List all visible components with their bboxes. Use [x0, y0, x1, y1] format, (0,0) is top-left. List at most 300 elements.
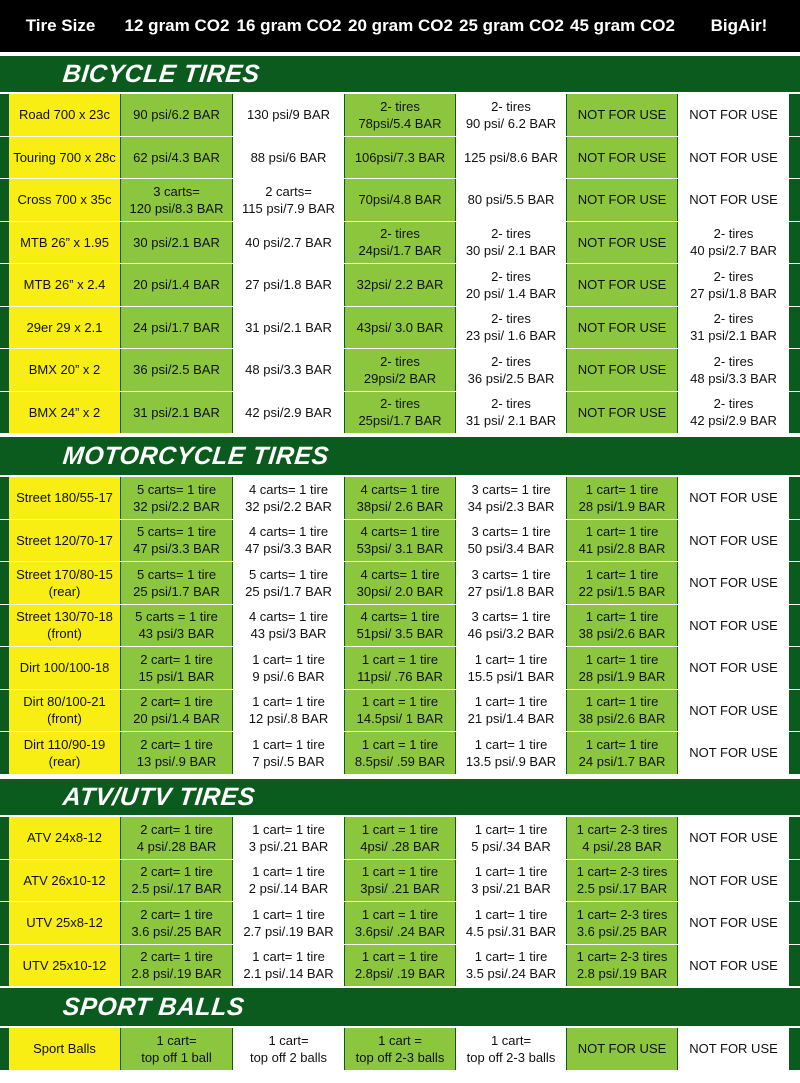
cell-text-line: 43 psi/3 BAR: [138, 626, 215, 642]
cell-text-line: 1 cart= 2-3 tires: [576, 906, 668, 922]
table-row: [0, 1028, 800, 1070]
cell-text-line: 8.5psi/ .59 BAR: [354, 753, 446, 769]
cell-text-line: 2- tires: [491, 311, 531, 327]
cell-text-line: 2 carts=: [265, 183, 312, 199]
cell-text-line: 3.6psi/ .24 BAR: [354, 923, 446, 939]
pressure-cell: [456, 690, 566, 732]
cell-text-line: 53psi/ 3.1 BAR: [356, 541, 444, 557]
section-title: SPORT BALLS: [61, 992, 246, 1021]
table-row: [0, 264, 800, 306]
pressure-cell: [345, 94, 455, 136]
cell-text-line: NOT FOR USE: [577, 107, 667, 123]
cell-text-line: 12 psi/.8 BAR: [248, 711, 329, 727]
pressure-cell: [456, 860, 566, 902]
cell-text-line: 115 psi/7.9 BAR: [242, 200, 335, 216]
tire-size-cell: [9, 137, 120, 179]
header-12-gram: 12 gram CO2: [124, 16, 230, 35]
pressure-cell: [233, 605, 344, 647]
cell-text-line: 2 cart= 1 tire: [140, 949, 213, 965]
pressure-cell: [121, 690, 232, 732]
pressure-cell: [121, 860, 232, 902]
pressure-cell: [567, 137, 677, 179]
pressure-cell: [678, 945, 789, 987]
pressure-cell: [567, 477, 677, 519]
pressure-cell: [345, 1028, 455, 1070]
pressure-cell: [678, 817, 789, 859]
cell-text-line: 22 psi/1.5 BAR: [578, 583, 666, 599]
cell-text-line: NOT FOR USE: [689, 617, 778, 633]
cell-text-line: 4psi/ .28 BAR: [360, 838, 440, 854]
table-row: [0, 605, 800, 647]
pressure-cell: [678, 860, 789, 902]
pressure-cell: [456, 945, 566, 987]
cell-text-line: 2- tires: [713, 311, 754, 327]
table-row: [0, 817, 800, 859]
cell-text-line: 36 psi/2.5 BAR: [133, 362, 220, 378]
cell-text-line: 3 carts= 1 tire: [471, 524, 551, 540]
table-row: [0, 902, 800, 944]
cell-text-line: NOT FOR USE: [689, 957, 778, 973]
pressure-cell: [456, 307, 566, 349]
cell-text-line: 40 psi/2.7 BAR: [690, 243, 777, 259]
pressure-cell: [567, 860, 677, 902]
cell-text-line: 1 cart= 1 tire: [585, 651, 659, 667]
cell-text-line: 4.5 psi/.31 BAR: [465, 923, 557, 939]
pressure-cell: [121, 349, 232, 391]
cell-text-line: NOT FOR USE: [689, 149, 778, 165]
cell-text-line: 2.8 psi/.19 BAR: [576, 966, 668, 982]
pressure-cell: [233, 94, 344, 136]
table-row: [0, 349, 800, 391]
section-title: BICYCLE TIRES: [61, 59, 262, 88]
cell-text-line: 2.7 psi/.19 BAR: [243, 923, 334, 939]
pressure-cell: [567, 1028, 677, 1070]
cell-text-line: Street 130/70-18: [16, 609, 113, 625]
pressure-cell: [678, 732, 789, 774]
cell-text-line: 7 psi/.5 BAR: [252, 753, 325, 769]
cell-text-line: 50 psi/3.4 BAR: [467, 541, 555, 557]
cell-text-line: 36 psi/2.5 BAR: [467, 370, 555, 386]
cell-text-line: Cross 700 x 35c: [17, 192, 112, 208]
cell-text-line: 80 psi/5.5 BAR: [467, 192, 555, 208]
cell-text-line: NOT FOR USE: [689, 107, 778, 123]
cell-text-line: 25 psi/1.7 BAR: [245, 583, 332, 599]
pressure-cell: [678, 179, 789, 221]
pressure-cell: [345, 690, 455, 732]
pressure-cell: [567, 349, 677, 391]
cell-text-line: 1 cart= 1 tire: [474, 651, 548, 667]
cell-text-line: 1 cart= 1 tire: [474, 694, 548, 710]
cell-text-line: 1 cart= 1 tire: [252, 821, 325, 837]
cell-text-line: 1 cart= 1 tire: [252, 906, 325, 922]
tire-size-cell: [9, 477, 120, 519]
section-title: ATV/UTV TIRES: [61, 782, 257, 811]
pressure-cell: [678, 477, 789, 519]
pressure-cell: [345, 264, 455, 306]
cell-text-line: 31 psi/2.1 BAR: [245, 319, 332, 335]
cell-text-line: 4 carts= 1 tire: [248, 481, 329, 497]
cell-text-line: 1 cart= 1 tire: [474, 906, 548, 922]
cell-text-line: 3 carts=: [153, 183, 200, 199]
pressure-cell: [567, 732, 677, 774]
pressure-cell: [345, 520, 455, 562]
pressure-cell: [121, 647, 232, 689]
cell-text-line: NOT FOR USE: [577, 149, 667, 165]
cell-text-line: 29er 29 x 2.1: [26, 319, 103, 335]
tire-size-cell: [9, 605, 120, 647]
pressure-cell: [121, 732, 232, 774]
cell-text-line: NOT FOR USE: [689, 490, 778, 506]
cell-text-line: NOT FOR USE: [689, 192, 778, 208]
table-row: [0, 732, 800, 774]
cell-text-line: 4 carts= 1 tire: [360, 609, 440, 625]
pressure-cell: [678, 520, 789, 562]
cell-text-line: NOT FOR USE: [689, 915, 778, 931]
pressure-cell: [233, 647, 344, 689]
cell-text-line: 30psi/ 2.0 BAR: [356, 583, 444, 599]
cell-text-line: Dirt 110/90-19: [23, 736, 106, 752]
pressure-cell: [233, 307, 344, 349]
pressure-cell: [345, 605, 455, 647]
cell-text-line: 4 carts= 1 tire: [248, 609, 329, 625]
pressure-cell: [345, 647, 455, 689]
pressure-cell: [233, 392, 344, 434]
table-row: [0, 222, 800, 264]
pressure-cell: [456, 817, 566, 859]
cell-text-line: 2- tires: [491, 98, 531, 114]
cell-text-line: 1 cart= 1 tire: [252, 736, 325, 752]
cell-text-line: 5 carts = 1 tire: [135, 609, 218, 625]
pressure-cell: [678, 307, 789, 349]
cell-text-line: 4 psi/.28 BAR: [136, 838, 217, 854]
pressure-cell: [567, 307, 677, 349]
pressure-cell: [233, 349, 344, 391]
pressure-cell: [567, 520, 677, 562]
cell-text-line: (front): [47, 626, 82, 642]
cell-text-line: 38 psi/2.6 BAR: [578, 711, 666, 727]
tire-size-cell: [9, 902, 120, 944]
cell-text-line: 1 cart = 1 tire: [361, 949, 439, 965]
cell-text-line: 2.8 psi/.19 BAR: [131, 966, 222, 982]
pressure-cell: [121, 1028, 232, 1070]
tire-size-cell: [9, 1028, 120, 1070]
pressure-cell: [345, 817, 455, 859]
pressure-cell: [456, 647, 566, 689]
table-row: [0, 860, 800, 902]
cell-text-line: 43psi/ 3.0 BAR: [356, 319, 444, 335]
cell-text-line: 2- tires: [491, 396, 531, 412]
cell-text-line: 3.6 psi/.25 BAR: [131, 923, 222, 939]
cell-text-line: NOT FOR USE: [689, 660, 778, 676]
cell-text-line: 13 psi/.9 BAR: [136, 753, 217, 769]
cell-text-line: 2- tires: [713, 353, 754, 369]
cell-text-line: NOT FOR USE: [689, 702, 778, 718]
pressure-cell: [456, 349, 566, 391]
cell-text-line: top off 2 balls: [249, 1049, 328, 1065]
cell-text-line: 5 carts= 1 tire: [136, 524, 217, 540]
cell-text-line: 106psi/7.3 BAR: [354, 149, 446, 165]
cell-text-line: 1 cart= 1 tire: [585, 481, 659, 497]
pressure-cell: [233, 179, 344, 221]
pressure-cell: [345, 732, 455, 774]
cell-text-line: 32 psi/2.2 BAR: [245, 498, 332, 514]
pressure-cell: [345, 137, 455, 179]
cell-text-line: 24 psi/1.7 BAR: [578, 753, 666, 769]
cell-text-line: NOT FOR USE: [577, 1041, 667, 1057]
pressure-cell: [567, 179, 677, 221]
cell-text-line: 3.6 psi/.25 BAR: [576, 923, 668, 939]
pressure-cell: [456, 520, 566, 562]
cell-text-line: 88 psi/6 BAR: [250, 149, 327, 165]
pressure-cell: [567, 690, 677, 732]
pressure-cell: [233, 732, 344, 774]
cell-text-line: NOT FOR USE: [689, 745, 778, 761]
pressure-cell: [345, 902, 455, 944]
tire-size-cell: [9, 647, 120, 689]
pressure-cell: [567, 562, 677, 604]
cell-text-line: Sport Balls: [33, 1041, 96, 1057]
cell-text-line: 27 psi/1.8 BAR: [245, 277, 332, 293]
pressure-cell: [567, 817, 677, 859]
cell-text-line: 4 carts= 1 tire: [360, 524, 440, 540]
pressure-cell: [567, 264, 677, 306]
pressure-cell: [456, 264, 566, 306]
cell-text-line: 40 psi/2.7 BAR: [245, 234, 332, 250]
cell-text-line: NOT FOR USE: [689, 872, 778, 888]
cell-text-line: 125 psi/8.6 BAR: [464, 149, 558, 165]
cell-text-line: 15 psi/1 BAR: [138, 668, 215, 684]
pressure-cell: [678, 1028, 789, 1070]
pressure-cell: [678, 647, 789, 689]
tire-size-cell: [9, 945, 120, 987]
cell-text-line: 47 psi/3.3 BAR: [133, 541, 220, 557]
cell-text-line: BMX 24” x 2: [28, 404, 101, 420]
cell-text-line: 1 cart= 1 tire: [474, 736, 548, 752]
cell-text-line: 1 cart = 1 tire: [361, 906, 439, 922]
cell-text-line: (rear): [48, 753, 81, 769]
pressure-cell: [678, 902, 789, 944]
pressure-cell: [233, 817, 344, 859]
pressure-cell: [121, 945, 232, 987]
table-row: [0, 562, 800, 604]
tire-size-cell: [9, 264, 120, 306]
tire-size-cell: [9, 732, 120, 774]
cell-text-line: 70psi/4.8 BAR: [358, 192, 442, 208]
cell-text-line: 3.5 psi/.24 BAR: [465, 966, 557, 982]
header-tire-size: Tire Size: [25, 16, 96, 35]
table-row: [0, 690, 800, 732]
cell-text-line: 46 psi/3.2 BAR: [467, 626, 555, 642]
pressure-cell: [456, 137, 566, 179]
cell-text-line: 4 carts= 1 tire: [360, 566, 440, 582]
cell-text-line: NOT FOR USE: [689, 1041, 778, 1057]
cell-text-line: 15.5 psi/1 BAR: [467, 668, 555, 684]
cell-text-line: Street 170/80-15: [16, 566, 113, 582]
pressure-cell: [233, 562, 344, 604]
cell-text-line: 43 psi/3 BAR: [250, 626, 327, 642]
cell-text-line: NOT FOR USE: [577, 362, 667, 378]
cell-text-line: UTV 25x10-12: [22, 957, 107, 973]
cell-text-line: Dirt 100/100-18: [19, 660, 110, 676]
tire-size-cell: [9, 94, 120, 136]
cell-text-line: 62 psi/4.3 BAR: [133, 149, 220, 165]
pressure-cell: [345, 562, 455, 604]
cell-text-line: 24psi/1.7 BAR: [358, 243, 442, 259]
pressure-cell: [678, 392, 789, 434]
cell-text-line: 25psi/1.7 BAR: [358, 413, 442, 429]
cell-text-line: NOT FOR USE: [577, 234, 667, 250]
pressure-cell: [456, 179, 566, 221]
cell-text-line: 1 cart= 2-3 tires: [576, 864, 668, 880]
cell-text-line: 41 psi/2.8 BAR: [578, 541, 666, 557]
cell-text-line: 32 psi/2.2 BAR: [133, 498, 220, 514]
pressure-cell: [678, 690, 789, 732]
cell-text-line: 24 psi/1.7 BAR: [133, 319, 220, 335]
cell-text-line: 27 psi/1.8 BAR: [467, 583, 555, 599]
cell-text-line: 1 cart = 1 tire: [361, 821, 439, 837]
pressure-cell: [121, 605, 232, 647]
cell-text-line: Road 700 x 23c: [18, 107, 111, 123]
cell-text-line: 1 cart = 1 tire: [361, 864, 439, 880]
header-20-gram: 20 gram CO2: [348, 16, 453, 35]
header-25-gram: 25 gram CO2: [459, 16, 564, 35]
cell-text-line: 1 cart= 1 tire: [252, 694, 325, 710]
cell-text-line: 1 cart= 2-3 tires: [576, 949, 668, 965]
cell-text-line: UTV 25x8-12: [26, 915, 103, 931]
section-sport-balls: [0, 988, 800, 1026]
table-row: [0, 647, 800, 689]
pressure-cell: [121, 264, 232, 306]
table-row: [0, 137, 800, 179]
cell-text-line: 3 carts= 1 tire: [471, 481, 551, 497]
cell-text-line: 2- tires: [491, 353, 531, 369]
pressure-cell: [345, 222, 455, 264]
pressure-cell: [233, 222, 344, 264]
pressure-cell: [456, 477, 566, 519]
cell-text-line: 1 cart= 1 tire: [474, 821, 548, 837]
table-row: [0, 307, 800, 349]
cell-text-line: 2- tires: [380, 353, 420, 369]
pressure-cell: [233, 1028, 344, 1070]
tire-size-cell: [9, 562, 120, 604]
pressure-cell: [233, 477, 344, 519]
cell-text-line: 31 psi/2.1 BAR: [133, 404, 220, 420]
cell-text-line: 130 psi/9 BAR: [246, 107, 331, 123]
pressure-cell: [233, 264, 344, 306]
cell-text-line: 27 psi/1.8 BAR: [690, 285, 777, 301]
cell-text-line: NOT FOR USE: [577, 277, 667, 293]
pressure-cell: [345, 392, 455, 434]
cell-text-line: 31 psi/2.1 BAR: [690, 328, 777, 344]
tire-size-cell: [9, 349, 120, 391]
cell-text-line: 30 psi/2.1 BAR: [133, 234, 220, 250]
cell-text-line: 20 psi/1.4 BAR: [133, 711, 220, 727]
pressure-cell: [456, 732, 566, 774]
column-header-row: [0, 0, 800, 52]
pressure-cell: [233, 945, 344, 987]
tire-size-cell: [9, 690, 120, 732]
cell-text-line: 1 cart= 1 tire: [474, 949, 548, 965]
cell-text-line: 1 cart= 1 tire: [585, 524, 659, 540]
pressure-cell: [233, 137, 344, 179]
cell-text-line: 9 psi/.6 BAR: [252, 668, 325, 684]
cell-text-line: 2.5 psi/.17 BAR: [131, 881, 222, 897]
pressure-cell: [121, 902, 232, 944]
cell-text-line: 5 carts= 1 tire: [136, 566, 217, 582]
section-atv-utv-tires: [0, 779, 800, 815]
pressure-cell: [456, 1028, 566, 1070]
cell-text-line: 1 cart = 1 tire: [361, 651, 439, 667]
cell-text-line: 2- tires: [380, 226, 420, 242]
cell-text-line: 31 psi/ 2.1 BAR: [465, 413, 557, 429]
tire-size-cell: [9, 817, 120, 859]
section-bicycle-tires: [0, 56, 800, 92]
pressure-cell: [233, 520, 344, 562]
cell-text-line: 2- tires: [380, 98, 420, 114]
cell-text-line: 2- tires: [713, 226, 754, 242]
pressure-cell: [121, 137, 232, 179]
cell-text-line: Dirt 80/100-21: [23, 694, 106, 710]
pressure-cell: [678, 349, 789, 391]
cell-text-line: 3 carts= 1 tire: [471, 609, 551, 625]
cell-text-line: 1 cart=: [268, 1032, 309, 1048]
cell-text-line: (front): [47, 711, 82, 727]
cell-text-line: MTB 26” x 1.95: [20, 234, 109, 250]
cell-text-line: 4 psi/.28 BAR: [582, 838, 662, 854]
cell-text-line: 1 cart = 1 tire: [361, 736, 439, 752]
pressure-cell: [233, 690, 344, 732]
pressure-cell: [345, 349, 455, 391]
cell-text-line: NOT FOR USE: [689, 575, 778, 591]
pressure-cell: [567, 605, 677, 647]
cell-text-line: 1 cart=: [156, 1032, 197, 1048]
pressure-cell: [345, 477, 455, 519]
table-row: [0, 520, 800, 562]
cell-text-line: Touring 700 x 28c: [13, 149, 116, 165]
cell-text-line: NOT FOR USE: [689, 830, 778, 846]
pressure-cell: [567, 945, 677, 987]
cell-text-line: 3 carts= 1 tire: [471, 566, 551, 582]
pressure-cell: [121, 562, 232, 604]
pressure-cell: [345, 307, 455, 349]
cell-text-line: top off 2-3 balls: [466, 1049, 556, 1065]
cell-text-line: 1 cart =: [378, 1032, 422, 1048]
pressure-cell: [456, 562, 566, 604]
tire-size-cell: [9, 307, 120, 349]
header-bigair: BigAir!: [710, 16, 768, 35]
cell-text-line: 1 cart= 1 tire: [585, 694, 659, 710]
pressure-cell: [345, 945, 455, 987]
cell-text-line: 1 cart= 1 tire: [474, 864, 548, 880]
pressure-cell: [678, 94, 789, 136]
cell-text-line: NOT FOR USE: [577, 319, 667, 335]
pressure-cell: [345, 860, 455, 902]
cell-text-line: 1 cart= 1 tire: [252, 864, 325, 880]
cell-text-line: 1 cart= 2-3 tires: [576, 821, 668, 837]
pressure-cell: [121, 179, 232, 221]
cell-text-line: top off 1 ball: [141, 1049, 212, 1065]
pressure-cell: [121, 94, 232, 136]
pressure-cell: [456, 94, 566, 136]
pressure-cell: [121, 392, 232, 434]
pressure-cell: [121, 307, 232, 349]
pressure-cell: [567, 902, 677, 944]
tire-size-cell: [9, 179, 120, 221]
cell-text-line: 20 psi/ 1.4 BAR: [465, 285, 557, 301]
cell-text-line: 2 cart= 1 tire: [140, 651, 213, 667]
cell-text-line: MTB 26” x 2.4: [23, 277, 106, 293]
cell-text-line: Street 120/70-17: [16, 532, 113, 548]
